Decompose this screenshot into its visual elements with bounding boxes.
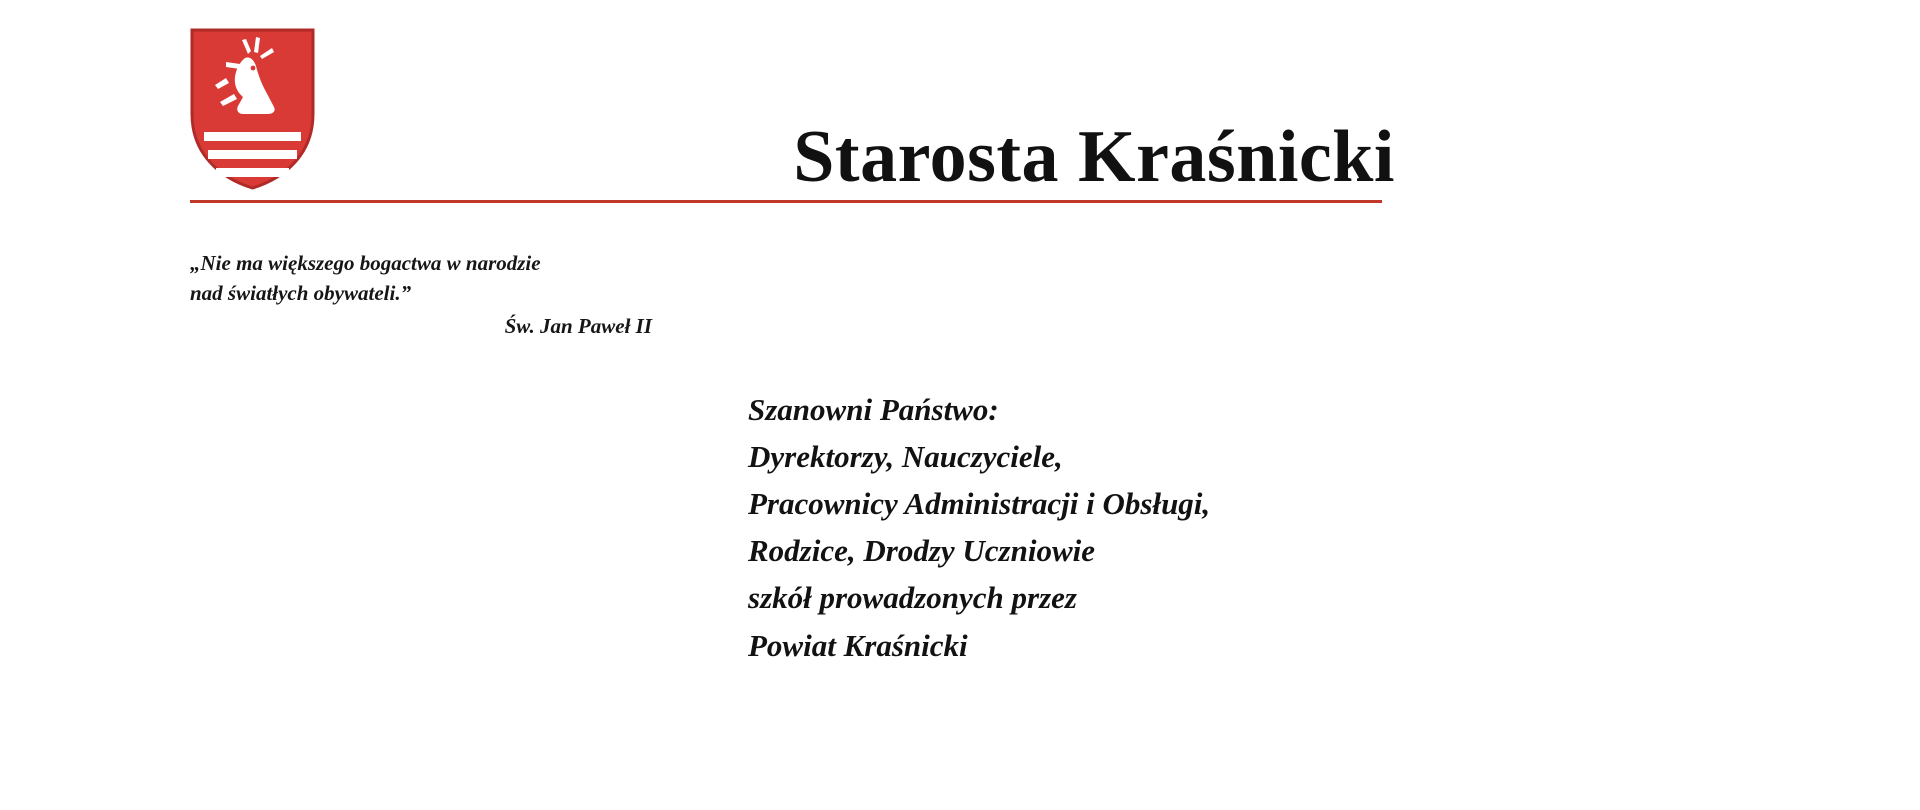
addressee-line-6: Powiat Kraśnicki [748, 627, 968, 663]
quote-line-2: nad światłych obywateli.” [190, 281, 412, 306]
page-title: Starosta Kraśnicki [793, 116, 1395, 198]
letterhead [190, 28, 1395, 208]
addressee-line-4: Rodzice, Drodzy Uczniowie [748, 533, 1096, 569]
addressee-line-3: Pracownicy Administracji i Obsługi, [748, 486, 1211, 522]
quote-line-1: „Nie ma większego bogactwa w narodzie [190, 251, 541, 275]
quotation-block [190, 248, 660, 341]
addressee-line-1: Szanowni Państwo: [748, 392, 999, 427]
coat-of-arms-krasnik-icon [190, 28, 315, 190]
addressee-block [748, 386, 1508, 669]
header-divider [190, 200, 1382, 203]
addressee-line-2: Dyrektorzy, Nauczyciele, [748, 439, 1063, 475]
quote-attribution: Św. Jan Paweł II [504, 313, 652, 338]
addressee-line-5: szkół prowadzonych przez [748, 580, 1077, 616]
